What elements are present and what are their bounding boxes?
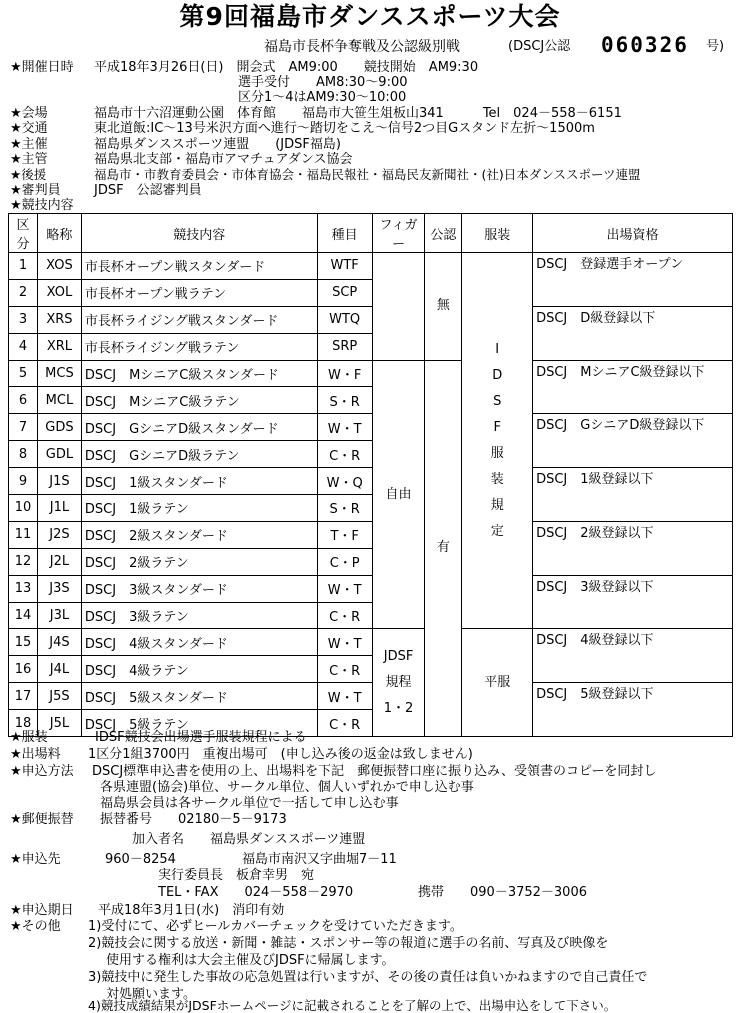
qualification-cell: DSCJ GシニアD級登録以下 — [533, 414, 733, 468]
dance-cell: C・R — [317, 656, 372, 683]
figure-jdsf-line: 規程 — [385, 674, 412, 690]
manage-text: 福島県北支部・福島市アマチュアダンス協会 — [94, 152, 353, 167]
header-code: 略称 — [37, 214, 81, 253]
table-row — [9, 414, 733, 441]
postal-label: ★郵便振替 — [10, 812, 74, 827]
code-cell: XRS — [37, 306, 81, 333]
qualification-cell: DSCJ 登録選手オープン — [533, 253, 733, 307]
dance-cell: S・R — [317, 495, 372, 522]
table-row — [9, 521, 733, 548]
note-4: 4)競技成績結果がJDSFホームページに記載されることを了解の上で、出場申込をして下さい。 — [88, 998, 617, 1013]
division-cell: 16 — [9, 656, 38, 683]
note-3a: 3)競技中に発生した事故の応急処置は行いますが、その後の責任は負いかねますので自己責任で — [88, 970, 648, 985]
venue-label: ★会場 — [10, 106, 48, 121]
support-row — [10, 169, 641, 182]
event-cell: DSCJ 5級スタンダード — [81, 683, 317, 710]
dance-cell: SCP — [317, 279, 372, 306]
header-qualification: 出場資格 — [533, 214, 733, 253]
date-label: ★開催日時 — [10, 60, 74, 75]
code-cell: J3S — [37, 575, 81, 602]
event-cell: DSCJ 4級ラテン — [81, 656, 317, 683]
event-cell: DSCJ 1級スタンダード — [81, 468, 317, 495]
date-line-3: 区分1～4はAM9:30～10:00 — [238, 90, 407, 105]
event-cell: DSCJ 3級ラテン — [81, 602, 317, 629]
account-holder: 加入者名 福島県ダンススポーツ連盟 — [132, 832, 366, 847]
table-row — [9, 683, 733, 710]
division-cell: 7 — [9, 414, 38, 441]
dance-cell: W・Q — [317, 468, 372, 495]
division-cell: 17 — [9, 683, 38, 710]
event-cell: DSCJ GシニアD級ラテン — [81, 441, 317, 468]
division-cell: 6 — [9, 387, 38, 414]
dress-idsf-char: F — [493, 419, 501, 435]
code-cell: XOL — [37, 279, 81, 306]
header-figure: フィガー — [372, 214, 425, 253]
apply-label: ★申込方法 — [10, 764, 74, 779]
manage-label: ★主管 — [10, 152, 48, 167]
destination-label: ★申込先 — [10, 852, 61, 867]
event-cell: DSCJ 2級スタンダード — [81, 521, 317, 548]
fee-text: 1区分1組3700円 重複出場可 (申し込み後の返金は致しません) — [88, 747, 473, 762]
code-cell: XOS — [37, 253, 81, 280]
code-cell: MCS — [37, 360, 81, 387]
dance-cell: W・T — [317, 575, 372, 602]
note-2b: 使用する権利は大会主催及びJDSFに帰属します。 — [106, 953, 395, 968]
code-cell: J2L — [37, 548, 81, 575]
manage-row — [10, 153, 352, 166]
dress-label: ★服装 — [10, 730, 48, 745]
header-division: 区分 — [9, 214, 38, 253]
table-row — [9, 629, 733, 656]
table-row — [9, 360, 733, 387]
date-line-1: 平成18年3月26日(日) 開会式 AM9:00 競技開始 AM9:30 — [94, 60, 479, 75]
apply-line-2: 各県連盟(協会)単位、サークル単位、個人いずれかで申し込む事 — [100, 780, 474, 795]
event-cell: DSCJ 5級ラテン — [81, 710, 317, 737]
qualification-cell: DSCJ 2級登録以下 — [533, 521, 733, 575]
date-line-2: 選手受付 AM8:30～9:00 — [238, 75, 408, 90]
dance-cell: WTF — [317, 253, 372, 280]
figure-jdsf-line: JDSF — [383, 648, 414, 664]
division-cell: 18 — [9, 710, 38, 737]
destination-zip: 960－8254 — [105, 852, 176, 867]
destination-tel: TEL・FAX 024－558－2970 — [158, 885, 354, 900]
qualification-cell: DSCJ D級登録以下 — [533, 306, 733, 360]
dance-cell: C・R — [317, 441, 372, 468]
dress-idsf-char: I — [495, 341, 500, 357]
traffic-row — [10, 122, 595, 135]
code-cell: J5L — [37, 710, 81, 737]
dance-cell: SRP — [317, 333, 372, 360]
deadline-label: ★申込期日 — [10, 903, 74, 918]
host-text: 福島県ダンススポーツ連盟 (JDSF福島) — [94, 137, 341, 152]
note-2a: 2)競技会に関する放送・新聞・雑誌・スポンサー等の報道に選手の名前、写真及び映像を — [88, 936, 609, 951]
event-cell: 市長杯ライジング戦スタンダード — [81, 306, 317, 333]
event-cell: DSCJ 1級ラテン — [81, 495, 317, 522]
event-cell: DSCJ GシニアD級スタンダード — [81, 414, 317, 441]
approval-label: (DSCJ公認 — [508, 39, 571, 54]
table-row — [9, 306, 733, 333]
dress-idsf-char: D — [492, 367, 503, 383]
note-3b: 対処願います。 — [106, 987, 196, 1002]
certified-none-cell: 無 — [425, 253, 462, 361]
code-cell: GDL — [37, 441, 81, 468]
dress-idsf-char: 規 — [490, 497, 504, 513]
division-cell: 9 — [9, 468, 38, 495]
dance-cell: W・F — [317, 360, 372, 387]
code-cell: J2S — [37, 521, 81, 548]
division-cell: 2 — [9, 279, 38, 306]
figure-jdsf-cell — [372, 629, 425, 737]
figure-jdsf-line: 1・2 — [383, 700, 414, 716]
event-cell: 市長杯オープン戦スタンダード — [81, 253, 317, 280]
judge-row — [10, 184, 202, 197]
destination-address: 福島市南沢又字曲堀7－11 — [242, 852, 397, 867]
apply-line-3: 福島県会員は各サークル単位で一括して申し込む事 — [100, 796, 399, 811]
qualification-cell: DSCJ 5級登録以下 — [533, 683, 733, 737]
date-row — [10, 61, 478, 74]
dress-idsf-char: 定 — [490, 523, 504, 539]
dance-cell: S・R — [317, 387, 372, 414]
event-cell: 市長杯オープン戦ラテン — [81, 279, 317, 306]
event-cell: DSCJ MシニアC級ラテン — [81, 387, 317, 414]
subtitle: 福島市長杯争奪戦及公認級別戦 — [264, 39, 460, 55]
dress-idsf-char: 服 — [490, 445, 504, 461]
host-label: ★主催 — [10, 137, 48, 152]
division-cell: 11 — [9, 521, 38, 548]
event-cell: DSCJ MシニアC級スタンダード — [81, 360, 317, 387]
support-text: 福島市・市教育委員会・市体育協会・福島民報社・福島民友新聞社・(社)日本ダンススポーツ連盟 — [94, 167, 641, 182]
code-cell: XRL — [37, 333, 81, 360]
division-cell: 8 — [9, 441, 38, 468]
table-row — [9, 253, 733, 280]
event-cell: DSCJ 2級ラテン — [81, 548, 317, 575]
dance-cell: C・R — [317, 710, 372, 737]
venue-text: 福島市十六沼運動公園 体育館 福島市大笹生俎板山341 Tel 024－558－6151 — [94, 106, 622, 121]
support-label: ★後援 — [10, 167, 47, 182]
division-cell: 10 — [9, 495, 38, 522]
event-cell: DSCJ 4級スタンダード — [81, 629, 317, 656]
qualification-cell: DSCJ 3級登録以下 — [533, 575, 733, 629]
dress-idsf-cell — [462, 253, 533, 629]
division-cell: 3 — [9, 306, 38, 333]
header-dance: 種目 — [317, 214, 372, 253]
qualification-cell: DSCJ 1級登録以下 — [533, 468, 733, 522]
other-label: ★その他 — [10, 919, 61, 934]
dance-cell: W・T — [317, 414, 372, 441]
dress-idsf-char: S — [493, 393, 502, 409]
dance-cell: T・F — [317, 521, 372, 548]
events-table — [8, 213, 733, 737]
qualification-cell: DSCJ 4級登録以下 — [533, 629, 733, 683]
judge-text: JDSF 公認審判員 — [94, 183, 202, 198]
header-dress: 服装 — [462, 214, 533, 253]
code-cell: J1S — [37, 468, 81, 495]
division-cell: 13 — [9, 575, 38, 602]
division-cell: 1 — [9, 253, 38, 280]
division-cell: 12 — [9, 548, 38, 575]
code-cell: MCL — [37, 387, 81, 414]
deadline-text: 平成18年3月1日(水) 消印有効 — [98, 903, 285, 918]
code-cell: GDS — [37, 414, 81, 441]
qualification-cell: DSCJ MシニアC級登録以下 — [533, 360, 733, 414]
table-row — [9, 468, 733, 495]
header-certified: 公認 — [425, 214, 462, 253]
destination-mobile: 携帯 090－3752－3006 — [418, 885, 587, 900]
dress-text: IDSF競技会出場選手服装規程による — [95, 730, 307, 745]
dance-cell: W・T — [317, 683, 372, 710]
approval-suffix: 号) — [706, 39, 725, 54]
figure-free-cell: 自由 — [372, 360, 425, 629]
fee-label: ★出場料 — [10, 747, 61, 762]
traffic-text: 東北道飯:IC～13号米沢方面へ進行～踏切をこえ～信号2つ目Gスタンド左折～1500m — [94, 121, 595, 136]
apply-line-1: DSCJ標準申込書を使用の上、出場料を下記 郵便振替口座に振り込み、受領書のコピーを同封し — [92, 764, 657, 779]
host-row — [10, 138, 341, 151]
header-event: 競技内容 — [81, 214, 317, 253]
table-header-row — [9, 214, 733, 253]
dance-cell: WTQ — [317, 306, 372, 333]
certified-yes-cell: 有 — [425, 360, 462, 736]
dance-cell: W・T — [317, 629, 372, 656]
dress-idsf-char: 装 — [490, 471, 504, 487]
postal-number: 振替番号 02180－5－9173 — [100, 812, 287, 827]
page-title: 第9回福島市ダンススポーツ大会 — [179, 2, 561, 31]
table-row — [9, 575, 733, 602]
note-1: 1)受付にて、必ずヒールカバーチェックを受けていただきます。 — [88, 919, 463, 934]
traffic-label: ★交通 — [10, 121, 48, 136]
code-cell: J4S — [37, 629, 81, 656]
destination-person: 実行委員長 板倉幸男 宛 — [158, 868, 315, 883]
approval-number: 060326 — [601, 33, 689, 57]
division-cell: 4 — [9, 333, 38, 360]
code-cell: J3L — [37, 602, 81, 629]
event-cell: 市長杯ライジング戦ラテン — [81, 333, 317, 360]
events-label: ★競技内容 — [10, 198, 74, 213]
code-cell: J5S — [37, 683, 81, 710]
dance-cell: C・P — [317, 548, 372, 575]
code-cell: J4L — [37, 656, 81, 683]
division-cell: 15 — [9, 629, 38, 656]
event-cell: DSCJ 3級スタンダード — [81, 575, 317, 602]
dress-plain-cell: 平服 — [462, 629, 533, 737]
division-cell: 14 — [9, 602, 38, 629]
dance-cell: C・R — [317, 602, 372, 629]
division-cell: 5 — [9, 360, 38, 387]
figure-cell-blank — [372, 253, 425, 361]
venue-row — [10, 107, 622, 120]
code-cell: J1L — [37, 495, 81, 522]
judge-label: ★審判員 — [10, 183, 61, 198]
